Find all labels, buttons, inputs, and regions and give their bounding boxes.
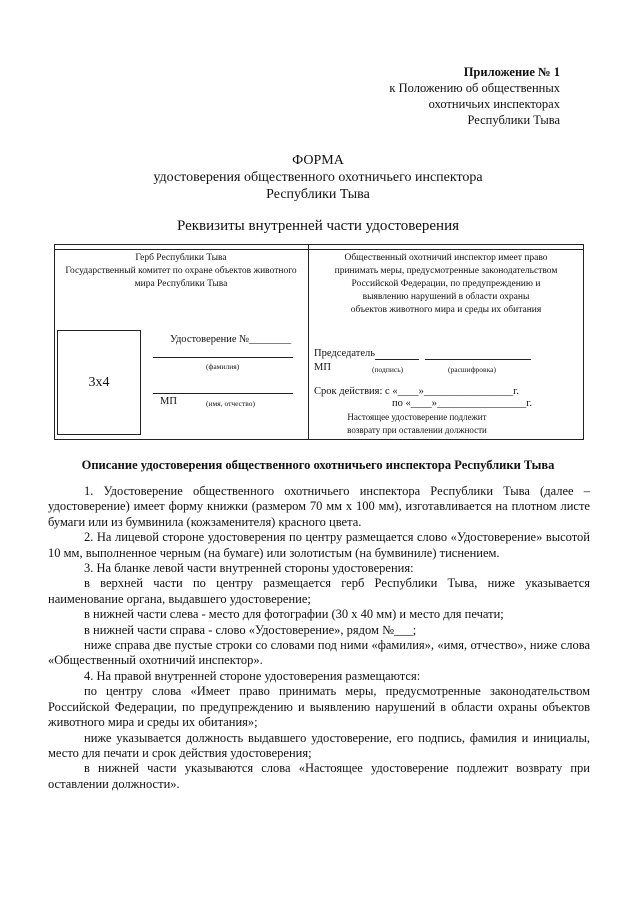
heading-word: ФОРМА <box>292 153 344 168</box>
heading-line-3: Республики Тыва <box>266 187 370 202</box>
card-left-header <box>56 252 306 291</box>
chairman-name-line <box>425 359 531 360</box>
description-paragraph-5: в нижней части слева - место для фотографии (30 х 40 мм) и место для печати; <box>84 607 504 622</box>
description-paragraph-3: 3. На бланке левой части внутренней стороны удостоверения: <box>84 561 414 576</box>
description-paragraph-7: ниже справа две пустые строки со словами под ними «фамилия», «имя, отчество», ниже слова «Общественный охотничий инспектор». <box>48 638 590 668</box>
chairman-label: Председатель <box>314 348 376 359</box>
decoding-caption: (расшифровка) <box>448 365 496 374</box>
rights-line-5: объектов животного мира и среды их обитания <box>350 305 542 315</box>
description-paragraph-9: по центру слова «Имеет право принимать меры, предусмотренные законодательством Российской Федерации, по предупреждению и выявлению нарушений в области охраны объектов животного мира и среды их обитания»; <box>48 684 590 730</box>
section-subtitle: Реквизиты внутренней части удостоверения <box>176 218 460 234</box>
right-stamp-label: МП <box>314 362 331 373</box>
issuer-line-2: мира Республики Тыва <box>134 279 228 289</box>
description-paragraph-4: в верхней части по центру размещается герб Республики Тыва, ниже указывается наименование органа, выдавшего удостоверение; <box>48 576 590 606</box>
description-paragraph-10: ниже указывается должность выдавшего удостоверение, его подпись, фамилия и инициалы, место для печати и срок действия удостоверения; <box>48 730 590 760</box>
card-top-rule <box>54 249 584 250</box>
card-right-header <box>310 252 582 317</box>
surname-caption: (фамилия) <box>206 362 240 371</box>
return-note-line-1: Настоящее удостоверение подлежит <box>347 412 487 422</box>
description-paragraph-11: в нижней части указываются слова «Настоящее удостоверение подлежит возврату при оставлении должности». <box>48 761 590 791</box>
name-line <box>153 393 293 394</box>
validity-to: по «____»_________________г. <box>392 398 532 409</box>
coat-of-arms-label: Герб Республики Тыва <box>135 253 227 263</box>
appendix-line-2: охотничьих инспекторах <box>428 97 560 111</box>
validity-from: Срок действия: с «____»_________________г. <box>314 386 519 397</box>
rights-line-3: Российской Федерации, по предупреждению и <box>351 279 541 289</box>
description-paragraph-8: 4. На правой внутренней стороне удостоверения размещаются: <box>84 668 421 683</box>
certificate-number-label: Удостоверение №________ <box>170 334 292 345</box>
left-stamp-label: МП <box>160 396 177 407</box>
rights-line-4: выявлению нарушений в области охраны <box>362 292 530 302</box>
description-body <box>48 484 590 792</box>
photo-placeholder: 3х4 <box>57 330 141 435</box>
rights-line-2: принимать меры, предусмотренные законодательством <box>334 266 558 276</box>
appendix-block <box>389 64 560 128</box>
description-title: Описание удостоверения общественного охотничьего инспектора Республики Тыва <box>81 458 555 472</box>
appendix-line-3: Республики Тыва <box>467 113 560 127</box>
signature-caption: (подпись) <box>372 365 404 374</box>
rights-line-1: Общественный охотничий инспектор имеет право <box>344 253 548 263</box>
return-note-line-2: возврату при оставлении должности <box>347 425 487 435</box>
card-divider <box>308 244 309 440</box>
return-note <box>342 411 492 437</box>
description-paragraph-6: в нижней части справа - слово «Удостоверение», рядом №___; <box>84 622 417 637</box>
chairman-signature-line <box>375 359 419 360</box>
heading-line-2: удостоверения общественного охотничьего инспектора <box>153 170 483 185</box>
surname-line <box>153 357 293 358</box>
appendix-number: Приложение № 1 <box>463 65 560 79</box>
form-heading <box>0 152 636 203</box>
issuer-line-1: Государственный комитет по охране объектов животного <box>65 266 297 276</box>
name-caption: (имя, отчество) <box>206 399 256 408</box>
appendix-line-1: к Положению об общественных <box>389 81 560 95</box>
description-paragraph-2: 2. На лицевой стороне удостоверения по центру размещается слово «Удостоверение» высотой 10 мм, выполненное черным (на бумаге) или золотистым (на бумвиниле) тиснением. <box>48 530 590 560</box>
description-paragraph-1: 1. Удостоверение общественного охотничьего инспектора Республики Тыва (далее – удостоверение) имеет форму книжки (размером 70 мм х 100 мм), изготавливается на плотном листе бумаги или из бумвинила (кожзаменителя) красного цвета. <box>48 484 590 529</box>
